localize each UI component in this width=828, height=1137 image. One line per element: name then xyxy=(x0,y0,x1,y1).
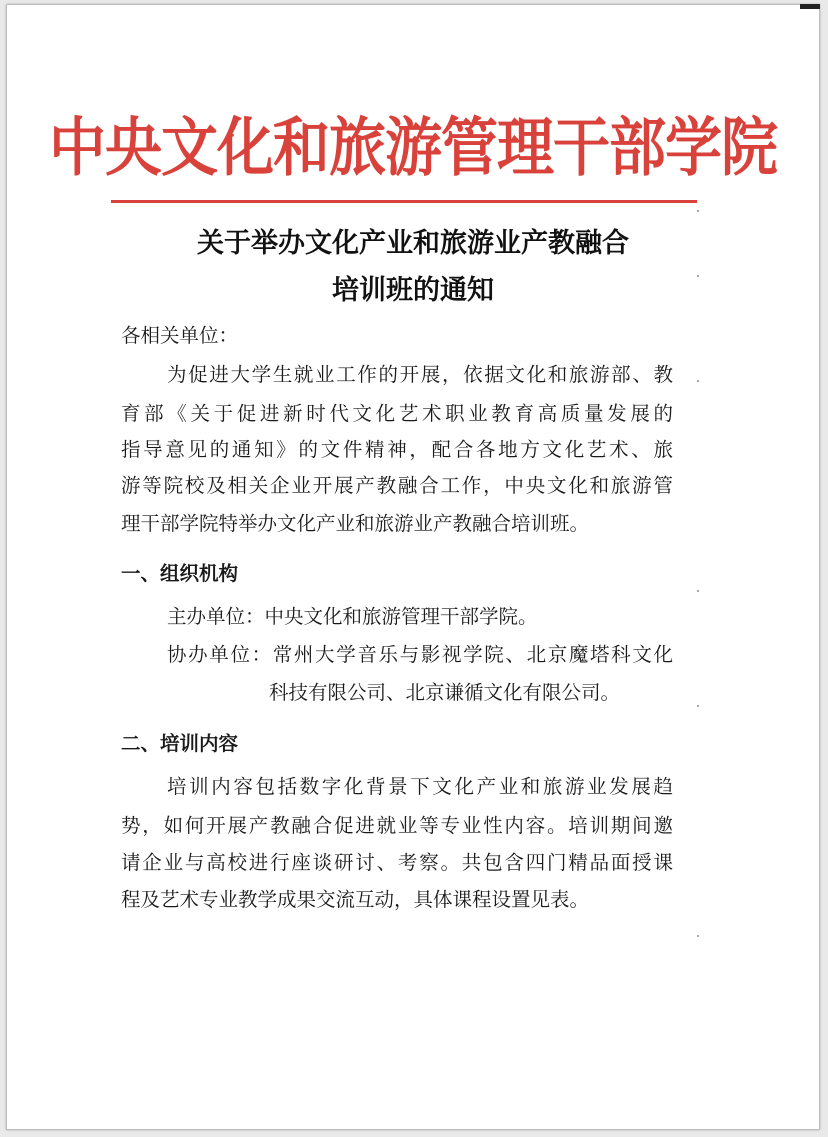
scan-artifact xyxy=(697,210,699,212)
co-host-organization-line-2: 科技有限公司、北京谦循文化有限公司。 xyxy=(269,681,621,704)
intro-line-3: 指导意见的通知》的文件精神，配合各地方文化艺术、旅 xyxy=(121,438,673,461)
salutation: 各相关单位： xyxy=(121,324,239,347)
intro-line-1: 为促进大学生就业工作的开展，依据文化和旅游部、教 xyxy=(167,363,673,386)
scan-artifact xyxy=(697,380,699,382)
notice-title-line-2: 培训班的通知 xyxy=(332,275,494,306)
scan-artifact xyxy=(697,935,699,937)
host-organization: 主办单位：中央文化和旅游管理干部学院。 xyxy=(167,605,538,628)
letterhead-red-rule xyxy=(111,200,697,203)
section-1-heading: 一、组织机构 xyxy=(121,562,239,585)
intro-line-5: 理干部学院特举办文化产业和旅游业产教融合培训班。 xyxy=(121,512,590,535)
training-content-line-1: 培训内容包括数字化背景下文化产业和旅游业发展趋 xyxy=(167,775,673,798)
scan-artifact xyxy=(697,705,699,707)
notice-title-line-1: 关于举办文化产业和旅游业产教融合 xyxy=(197,228,629,259)
intro-line-2: 育部《关于促进新时代文化艺术职业教育高质量发展的 xyxy=(121,402,673,425)
training-content-line-2: 势，如何开展产教融合促进就业等专业性内容。培训期间邀 xyxy=(121,814,673,837)
scan-artifact xyxy=(697,275,699,277)
scan-corner-mark xyxy=(800,4,820,9)
letterhead-institution-name: 中央文化和旅游管理干部学院 xyxy=(49,111,777,185)
document-page xyxy=(6,4,820,1130)
scan-artifact xyxy=(697,590,699,592)
section-2-heading: 二、培训内容 xyxy=(121,732,239,755)
intro-line-4: 游等院校及相关企业开展产教融合工作，中央文化和旅游管 xyxy=(121,474,673,497)
training-content-line-4: 程及艺术专业教学成果交流互动，具体课程设置见表。 xyxy=(121,888,590,911)
co-host-organization-line-1: 协办单位：常州大学音乐与影视学院、北京魔塔科文化 xyxy=(167,643,673,666)
training-content-line-3: 请企业与高校进行座谈研讨、考察。共包含四门精品面授课 xyxy=(121,851,673,874)
